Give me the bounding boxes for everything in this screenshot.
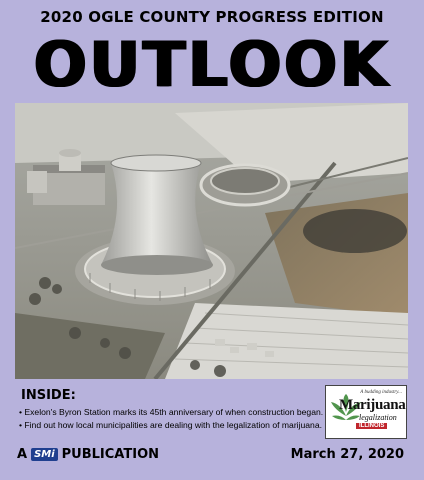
inside-bullet-list (19, 406, 329, 432)
publisher-suffix: PUBLICATION (61, 447, 159, 462)
inside-bullet-item: • Find out how local municipalities are dealing with the legalization of marijuana. (19, 420, 323, 430)
badge-tagline: A budding industry... (360, 390, 402, 395)
marijuana-legalization-badge (325, 385, 407, 439)
publisher-line (17, 447, 159, 462)
badge-title: Marijuana (339, 397, 406, 413)
inside-label: INSIDE: (21, 388, 76, 403)
publication-date: March 27, 2020 (290, 447, 404, 462)
edition-title: 2020 OGLE COUNTY PROGRESS EDITION (40, 8, 384, 26)
badge-subtitle: legalization (359, 413, 397, 422)
masthead-title: OUTLOOK (33, 28, 391, 101)
smi-logo: SMi (31, 448, 58, 461)
cover-photo (15, 103, 408, 379)
publisher-prefix: A (17, 447, 28, 462)
inside-bullet-item: • Exelon's Byron Station marks its 45th anniversary of when construction began. (19, 407, 324, 417)
cooling-tower-aerial-photo (15, 103, 408, 379)
badge-state: ILLINOIS (356, 423, 387, 429)
